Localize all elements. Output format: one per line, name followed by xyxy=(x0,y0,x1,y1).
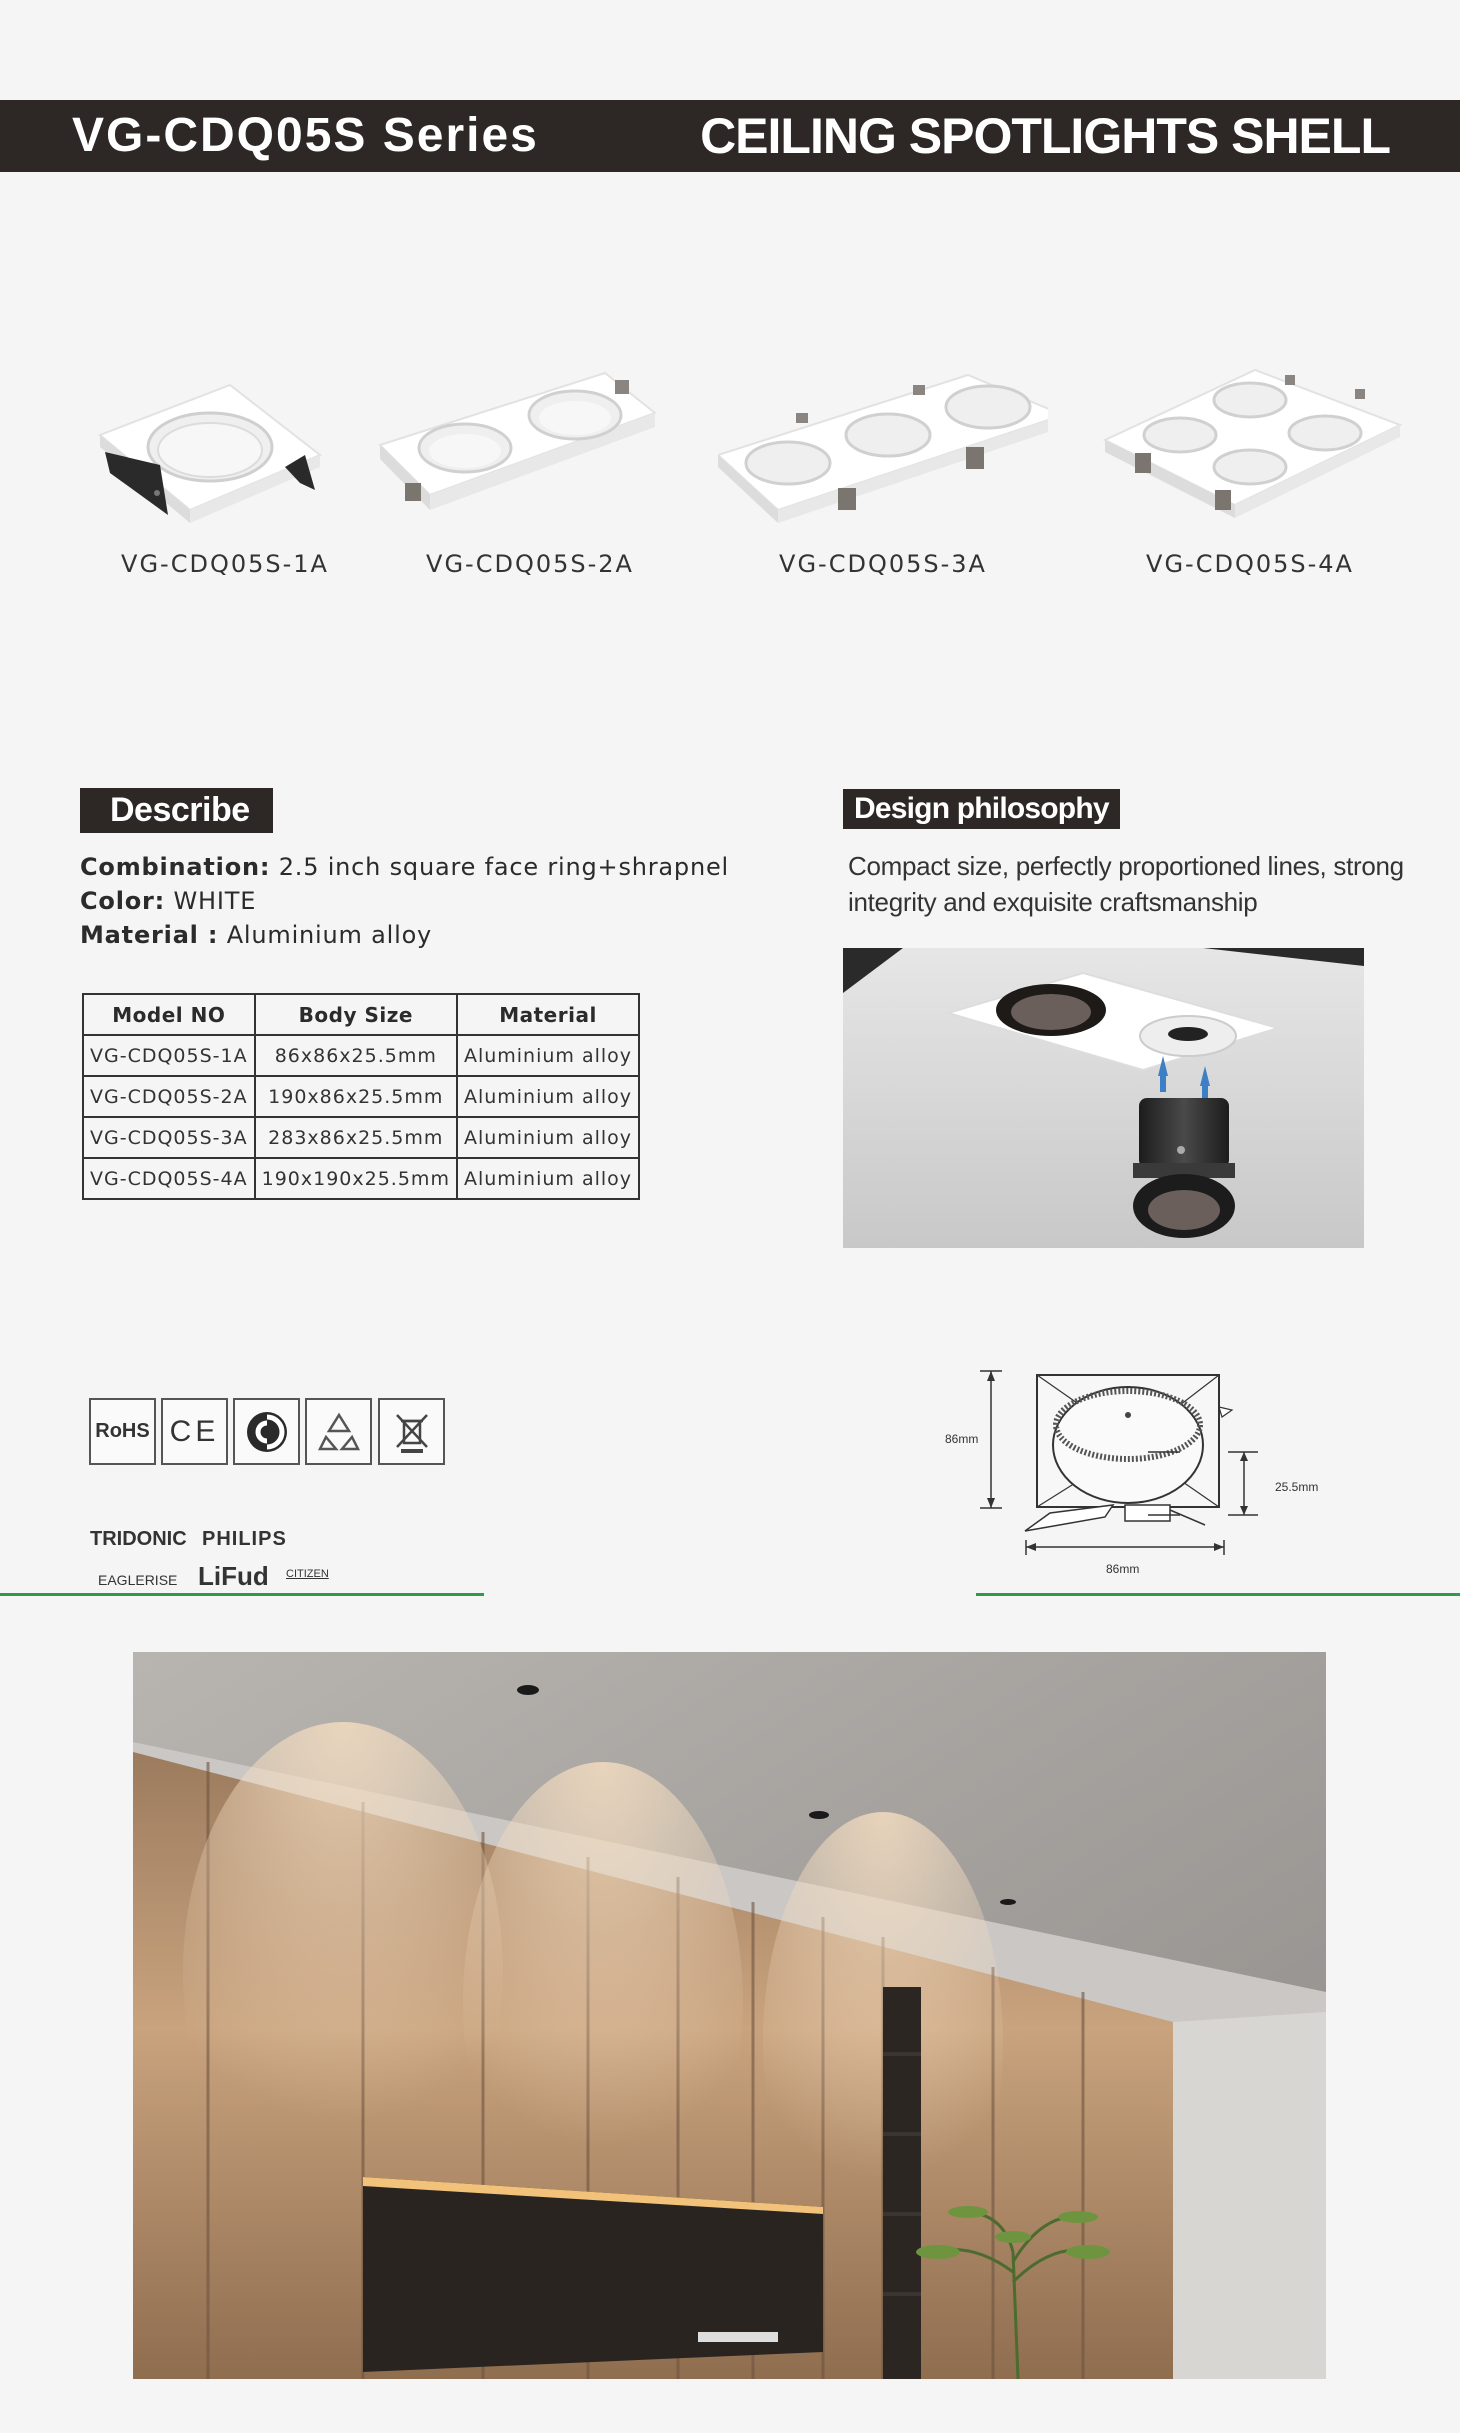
material-label: Material : xyxy=(80,921,219,949)
recycle-symbol xyxy=(316,1409,362,1455)
product-4a-image xyxy=(1085,355,1415,545)
product-4a xyxy=(1085,355,1415,595)
combination-line xyxy=(80,850,729,884)
table-row xyxy=(83,1035,639,1076)
citizen-logo: CITIZEN xyxy=(286,1568,329,1580)
table-cell: Aluminium alloy xyxy=(457,1035,639,1076)
design-text-line: Compact size, perfectly proportioned lines, strong xyxy=(848,851,1404,881)
product-label: VG-CDQ05S-1A xyxy=(121,550,329,578)
table-row xyxy=(83,1158,639,1199)
green-dot-icon xyxy=(233,1398,300,1465)
product-3a xyxy=(718,355,1048,595)
table-header-row xyxy=(83,994,639,1035)
lifud-logo: LiFud xyxy=(198,1561,269,1591)
divider-line-left xyxy=(0,1593,484,1596)
eaglerise-logo: EAGLERISE xyxy=(98,1572,178,1588)
spec-table xyxy=(82,993,640,1200)
ce-icon xyxy=(161,1398,228,1465)
table-cell: 283x86x25.5mm xyxy=(255,1117,457,1158)
product-label: VG-CDQ05S-4A xyxy=(1146,550,1354,578)
table-row xyxy=(83,1076,639,1117)
design-heading: Design philosophy xyxy=(843,789,1120,829)
table-cell: Aluminium alloy xyxy=(457,1158,639,1199)
table-cell: 190x86x25.5mm xyxy=(255,1076,457,1117)
combination-label: Combination: xyxy=(80,853,271,881)
product-label: VG-CDQ05S-2A xyxy=(426,550,634,578)
combination-value: 2.5 inch square face ring+shrapnel xyxy=(270,853,730,881)
table-row xyxy=(83,1117,639,1158)
table-header: Model NO xyxy=(83,994,255,1035)
table-header: Body Size xyxy=(255,994,457,1035)
category-title: CEILING SPOTLIGHTS SHELL xyxy=(700,108,1390,164)
rohs-label: RoHS xyxy=(95,1420,150,1442)
product-1a xyxy=(60,355,390,595)
product-1a-image xyxy=(60,355,390,545)
design-installation-image xyxy=(843,948,1364,1248)
series-title: VG-CDQ05S Series xyxy=(72,109,539,162)
ce-label: CE xyxy=(169,1414,220,1448)
material-line xyxy=(80,918,432,952)
table-cell: VG-CDQ05S-4A xyxy=(83,1158,255,1199)
philips-logo: PHILIPS xyxy=(202,1528,287,1550)
design-text-line: integrity and exquisite craftsmanship xyxy=(848,887,1258,917)
dimension-width-label: 86mm xyxy=(1106,1562,1140,1576)
table-cell: 190x190x25.5mm xyxy=(255,1158,457,1199)
table-cell: VG-CDQ05S-1A xyxy=(83,1035,255,1076)
color-value: WHITE xyxy=(165,887,257,915)
product-label: VG-CDQ05S-3A xyxy=(779,550,987,578)
describe-heading: Describe xyxy=(80,788,273,833)
product-2a xyxy=(365,355,695,595)
table-cell: VG-CDQ05S-3A xyxy=(83,1117,255,1158)
room-application-photo xyxy=(133,1652,1326,2379)
dimension-drawing xyxy=(980,1365,1310,1590)
dimension-height-label: 86mm xyxy=(945,1432,979,1446)
product-3a-image xyxy=(718,355,1048,545)
design-text xyxy=(848,848,1408,920)
table-cell: VG-CDQ05S-2A xyxy=(83,1076,255,1117)
color-label: Color: xyxy=(80,887,166,915)
dimension-depth-label: 25.5mm xyxy=(1275,1480,1319,1494)
table-cell: 86x86x25.5mm xyxy=(255,1035,457,1076)
table-header: Material xyxy=(457,994,639,1035)
table-cell: Aluminium alloy xyxy=(457,1117,639,1158)
recycle-icon xyxy=(305,1398,372,1465)
rohs-icon xyxy=(89,1398,156,1465)
material-value: Aluminium alloy xyxy=(218,921,433,949)
green-dot-symbol xyxy=(244,1409,290,1455)
product-2a-image xyxy=(365,355,695,545)
divider-line-right xyxy=(976,1593,1460,1596)
weee-bin-icon xyxy=(378,1398,445,1465)
tridonic-logo: TRIDONIC xyxy=(90,1528,187,1550)
color-line xyxy=(80,884,256,918)
table-cell: Aluminium alloy xyxy=(457,1076,639,1117)
weee-bin-symbol xyxy=(389,1409,435,1455)
